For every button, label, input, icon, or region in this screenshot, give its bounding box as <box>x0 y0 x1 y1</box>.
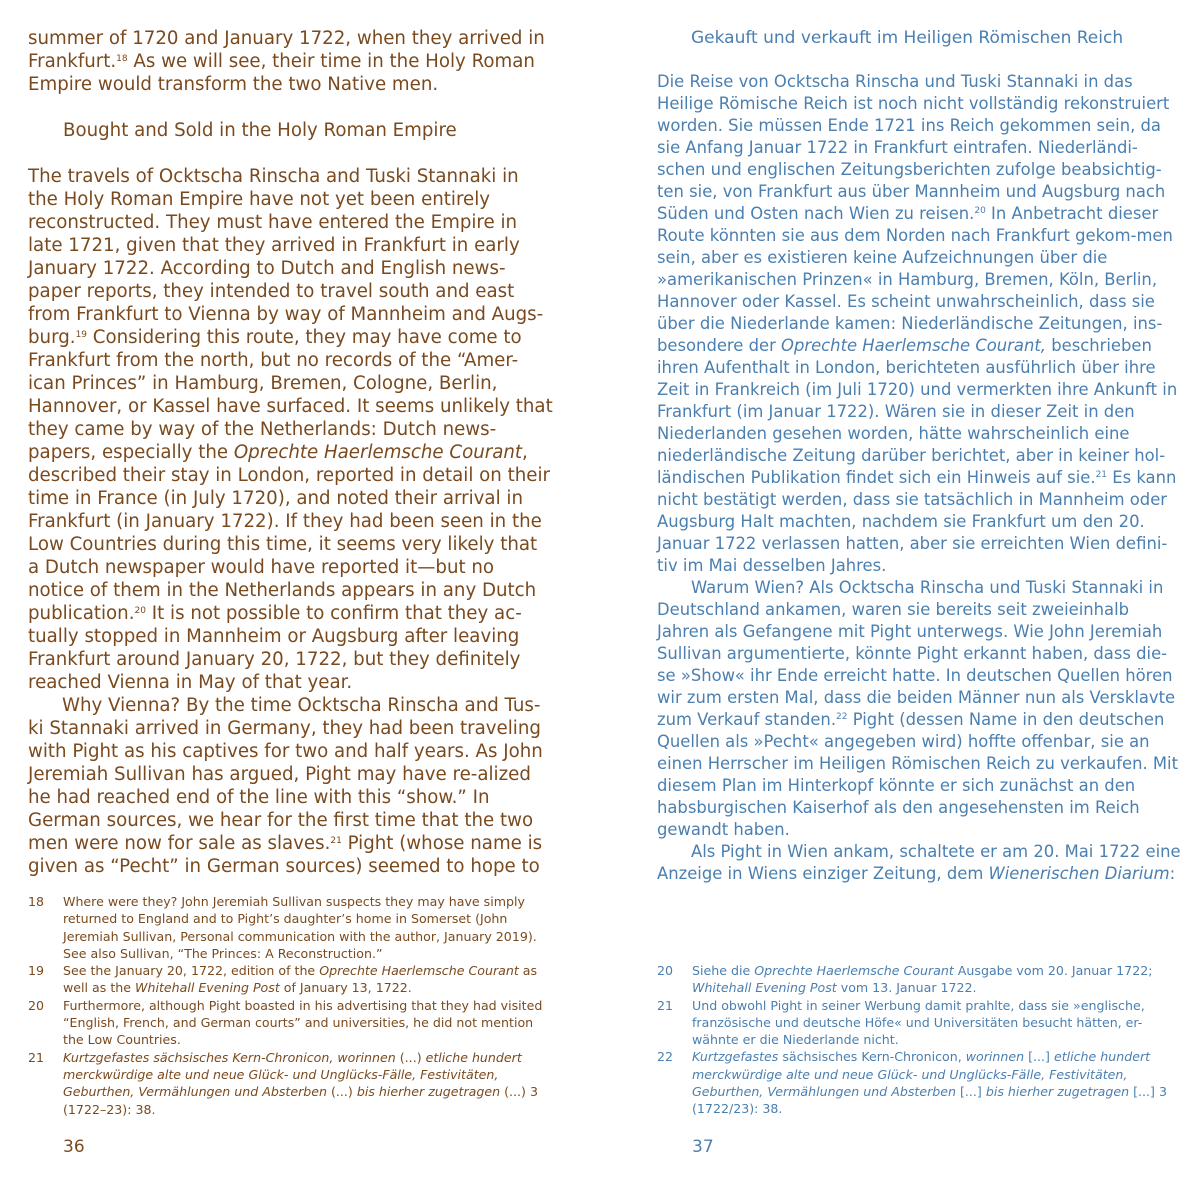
right-page-number: 37 <box>692 1137 714 1157</box>
footnote-number: 22 <box>657 1049 674 1065</box>
footnote-21 <box>28 1049 553 1118</box>
footnote-21 <box>657 997 1182 1049</box>
footnote-number: 20 <box>657 963 674 978</box>
footnote-text: See the January 20, 1722, edition of the Oprechte Haerlemsche Courant as well as the Whitehall Evening Post of January 13, 1722. <box>63 963 538 996</box>
footnote-number: 20 <box>28 997 45 1013</box>
left-page-number: 36 <box>63 1137 85 1157</box>
footnote-number: 21 <box>657 997 674 1013</box>
right-section-heading: Gekauft und verkauft im Heiligen Römischen Reich <box>691 28 1124 48</box>
footnote-22 <box>657 1048 1182 1117</box>
footnote-text: Und obwohl Pight in seiner Werbung damit prahlte, dass sie »englische, französische und deutsche Höfe« und Universitäten besucht hätten, er-wähnte er die Niederlande nicht. <box>692 997 1145 1048</box>
footnote-text: Kurtzgefastes sächsisches Kern-Chronicon, worinnen [...] etliche hundert merckwürdige alte und neue Glück- und Unglücks-Fälle, Festivitäten, Geburthen, Vermählungen und Absterben [...] bis hierher zugetragen [...] 3 (1722/23): 38. <box>692 1049 1167 1117</box>
right-main-text <box>657 71 1182 885</box>
left-paragraph-1: The travels of Ocktscha Rinscha and Tuski Stannaki in the Holy Roman Empire have not yet been entirely reconstructed. They must have entered the Empire in late 1721, given that they arrived in Frankfurt in early January 1722. According to Dutch and English news-paper reports, they intended to travel south and east from Frankfurt to Vienna by way of Mannheim and Augs-burg.$^{19}$ Considering this route, they may have come to Frankfurt from the north, but no records of the “Amer-ican Princes” in Hamburg, Bremen, Cologne, Berlin, Hannover, or Kassel have surfaced. It seems unlikely that they came by way of the Netherlands: Dutch news-papers, especially the Oprechte Haerlemsche Courant, described their stay in London, reported in detail on their time in France (in July 1720), and noted their arrival in Frankfurt (in January 1722). If they had been seen in the Low Countries during this time, it seems very likely that a Dutch newspaper would have reported it—but no notice of them in the Netherlands appears in any Dutch publication.$^{20}$ It is not possible to confirm that they ac-tually stopped in Mannheim or Augsburg after leaving Frankfurt around January 20, 1722, but they definitely reached Vienna in May of that year. <box>28 166 553 693</box>
right-paragraph-1: Die Reise von Ocktscha Rinscha und Tuski Stannaki in das Heilige Römische Reich ist noch nicht vollständig rekonstruiert worden. Sie müssen Ende 1721 ins Reich gekommen sein, da sie Anfang Januar 1722 in Frankfurt eintrafen. Niederländi-schen und englischen Zeitungsberichten zufolge beabsichtig-ten sie, von Frankfurt aus über Mannheim und Augsburg nach Süden und Osten nach Wien zu reisen.$^{20}$ In Anbetracht dieser Route könnten sie aus dem Norden nach Frankfurt gekom-men sein, aber es existieren keine Aufzeichnungen über die »amerikanischen Prinzen« in Hamburg, Bremen, Köln, Berlin, Hannover oder Kassel. Es scheint unwahrscheinlich, dass sie über die Niederlande kamen: Niederländische Zeitungen, ins-besondere der Oprechte Haerlemsche Courant, beschrieben ihren Aufenthalt in London, berichteten ausführlich über ihre Zeit in Frankreich (im Juli 1720) und vermerkten ihre Ankunft in Frankfurt (im Januar 1722). Wären sie in dieser Zeit in den Niederlanden gesehen worden, hätte wahrscheinlich eine niederländische Zeitung darüber berichtet, aber in keiner hol-ländischen Publikation findet sich ein Hinweis auf sie.$^{21}$ Es kann nicht bestätigt werden, dass sie tatsächlich in Mannheim oder Augsburg Halt machten, nachdem sie Frankfurt um den 20. Januar 1722 verlassen hatten, aber sie erreichten Wien defini-tiv im Mai desselben Jahres. <box>657 72 1178 575</box>
footnote-text: Kurtzgefastes sächsisches Kern-Chronicon, worinnen (...) etliche hundert merckwürdige alte und neue Glück- und Unglücks-Fälle, Festivitäten, Geburthen, Vermählungen und Absterben (...) bis hierher zugetragen (...) 3 (1722–23): 38. <box>63 1049 538 1117</box>
right-page <box>657 0 1182 1200</box>
footnote-20 <box>28 997 553 1049</box>
right-footnotes <box>657 962 1182 1118</box>
footnote-number: 19 <box>28 963 45 979</box>
left-footnotes <box>28 893 553 1118</box>
footnote-18 <box>28 893 553 962</box>
left-continuation-paragraph: summer of 1720 and January 1722, when they arrived in Frankfurt.$^{18}$ As we will see, their time in the Holy Roman Empire would transform the two Native men. <box>28 28 545 95</box>
left-main-text <box>28 165 553 878</box>
footnote-19 <box>28 962 553 997</box>
footnote-number: 18 <box>28 894 45 909</box>
right-paragraph-2: Warum Wien? Als Ocktscha Rinscha und Tuski Stannaki in Deutschland ankamen, waren sie bereits seit zweieinhalb Jahren als Gefangene mit Pight unterwegs. Wie John Jeremiah Sullivan argumentierte, könnte Pight erkannt haben, dass die-se »Show« ihr Ende erreicht hatte. In deutschen Quellen hören wir zum ersten Mal, dass die beiden Männer nun als Versklavte zum Verkauf standen.$^{22}$ Pight (dessen Name in den deutschen Quellen als »Pecht« angegeben wird) hoffte offenbar, sie an einen Herrscher im Heiligen Römischen Reich zu verkaufen. Mit diesem Plan im Hinterkopf könnte er sich zunächst an den habsburgischen Kaiserhof als den angesehensten im Reich gewandt haben. <box>657 578 1179 839</box>
footnote-text: Furthermore, although Pight boasted in his advertising that they had visited “English, French, and German courts” and universities, he did not mention the Low Countries. <box>63 997 543 1048</box>
left-paragraph-2: Why Vienna? By the time Ocktscha Rinscha and Tus-ki Stannaki arrived in Germany, they had been traveling with Pight as his captives for two and half years. As John Jeremiah Sullivan has argued, Pight may have re-alized he had reached end of the line with this “show.” In German sources, we hear for the first time that the two men were now for sale as slaves.$^{21}$ Pight (whose name is given as “Pecht” in German sources) seemed to hope to <box>28 695 543 877</box>
right-paragraph-3: Als Pight in Wien ankam, schaltete er am 20. Mai 1722 eine Anzeige in Wiens einziger Zeitung, dem Wienerischen Diarium: <box>657 842 1181 883</box>
footnote-number: 21 <box>28 1049 45 1065</box>
footnote-20 <box>657 962 1182 997</box>
footnote-text: Where were they? John Jeremiah Sullivan suspects they may have simply returned to England and to Pight’s daughter’s home in Somerset (John Jeremiah Sullivan, Personal communication with the author, January 2019). See also Sullivan, “The Princes: A Reconstruction.” <box>63 894 537 961</box>
left-section-heading: Bought and Sold in the Holy Roman Empire <box>63 120 457 141</box>
footnote-text: Siehe die Oprechte Haerlemsche Courant Ausgabe vom 20. Januar 1722; Whitehall Evening Post vom 13. Januar 1722. <box>692 963 1153 996</box>
left-page <box>28 0 553 1200</box>
